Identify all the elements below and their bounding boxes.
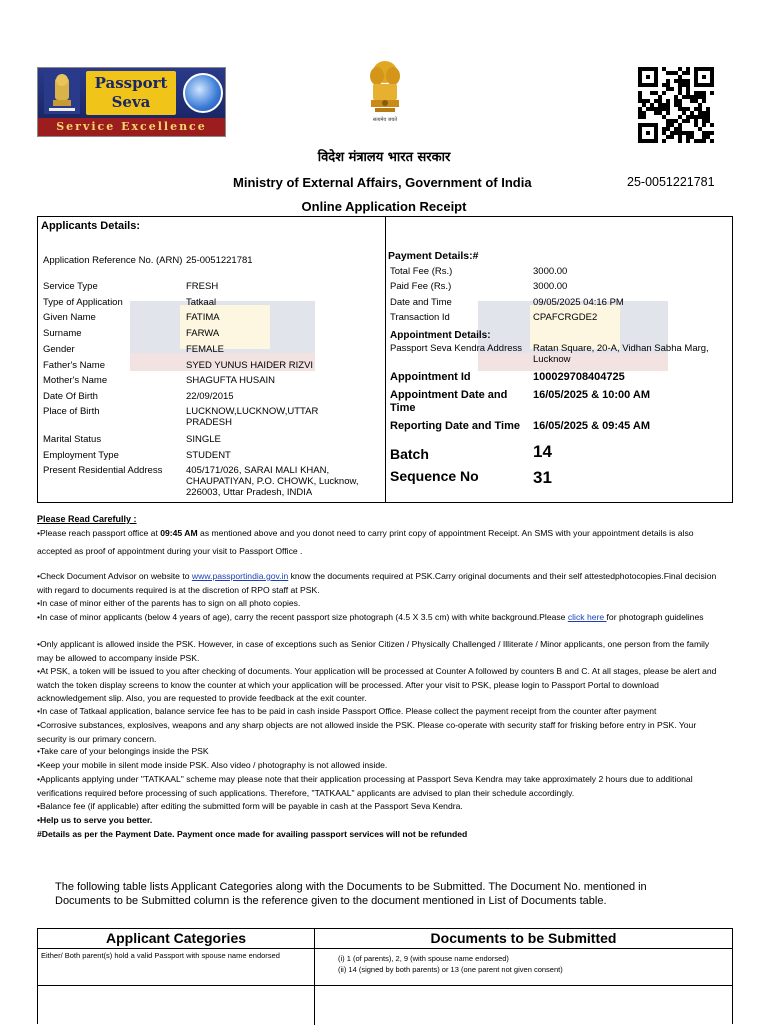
passport-seva-logo [37,67,226,137]
label-application-type: Type of Application [43,297,123,308]
value-employment-type: STUDENT [186,450,231,461]
instruction-5: •Only applicant is allowed inside the PSK. However, in case of exceptions such as Senior Citizen / Physically Challenged / Illiterate / Minor applicants, one person from the family may be allowed to accompany inside PSK. [37,639,710,663]
value-father-name: SYED YUNUS HAIDER RIZVI [186,360,314,371]
value-transaction-id: CPAFCRGDE2 [533,312,598,323]
emblem-motto: सत्यमेव जयते [372,117,398,123]
value-gender: FEMALE [186,344,225,355]
instruction-1-text-a: •Please reach passport office at [37,528,161,538]
passportindia-link[interactable]: www.passportindia.gov.in [191,571,289,581]
instruction-2-text-b: know the documents required at PSK.Carry original documents and their self attestedphotocopies.Final decision with regard to documents required is at the discretion of RPO staff at PSK. [37,571,717,595]
instruction-9: •Take care of your belongings inside the PSK [37,746,209,756]
label-paid-fee: Paid Fee (Rs.) [390,281,452,292]
table-row-document-a: (i) 1 (of parents), 2, 9 (with spouse name endorsed) [338,954,509,963]
value-given-name: FATIMA [186,312,220,323]
label-sequence-no: Sequence No [390,468,479,484]
label-transaction-id: Transaction Id [390,312,450,323]
value-service-type: FRESH [186,281,219,292]
logo-title [86,71,176,115]
ministry-title: Ministry of External Affairs, Government of India [233,175,532,190]
globe-icon [183,73,223,113]
instruction-2 [37,570,727,597]
appointment-heading: Appointment Details: [390,330,491,341]
instruction-11: •Applicants applying under "TATKAAL" scheme may please note that their application processing at Passport Seva Kendra may take approximately 2 hours due to additional verifications required before processing of such applications. Therefore, "TATKAAL" applicants are advised to plan their schedule accordingly. [37,774,693,798]
header-documents-submitted: Documents to be Submitted [430,930,617,946]
instruction-4-text-a: •In case of minor applicants (below 4 years of age), carry the recent passport size photograph (4.5 X 3.5 cm) with white background.Please [37,612,568,622]
label-service-type: Service Type [43,281,98,292]
instructions-heading: Please Read Carefully : [37,514,137,524]
label-appointment-id: Appointment Id [390,371,471,383]
instruction-13: •Help us to serve you better. [37,815,153,825]
label-employment-type: Employment Type [43,450,119,461]
label-surname: Surname [43,328,82,339]
details-divider [385,217,386,502]
label-arn: Application Reference No. (ARN) [43,255,183,266]
value-batch: 14 [533,442,552,461]
instruction-10: •Keep your mobile in silent mode inside PSK. Also video / photography is not allowed inside. [37,760,388,770]
details-box [37,216,733,503]
value-paid-fee: 3000.00 [533,281,568,292]
value-reporting-date: 16/05/2025 & 09:45 AM [533,420,650,432]
header-applicant-categories: Applicant Categories [105,930,247,946]
logo-title-line2: Seva [111,93,151,111]
label-gender: Gender [43,344,75,355]
payment-note: #Details as per the Payment Date. Payment once made for availing passport services will not be refunded [37,829,468,839]
label-marital-status: Marital Status [43,434,102,445]
receipt-title: Online Application Receipt [301,199,467,214]
value-total-fee: 3000.00 [533,266,568,277]
value-address: 405/171/026, SARAI MALI KHAN, CHAUPATIYAN, P.O. CHOWK, Lucknow, 226003, Uttar Pradesh, INDIA [186,465,359,498]
table-row-category: Either/ Both parent(s) hold a valid Passport with spouse name endorsed [41,951,280,960]
value-sequence-no: 31 [533,468,552,487]
value-mother-name: SHAGUFTA HUSAIN [186,375,276,386]
instruction-8: •Corrosive substances, explosives, weapons and any sharp objects are not allowed inside the PSK. Please co-operate with security staff for frisking before entry in PSK. Your security is our primary concern. [37,720,697,744]
hindi-title: विदेश मंत्रालय भारत सरकार [317,150,451,165]
payment-heading: Payment Details:# [388,250,479,262]
applicants-heading: Applicants Details: [41,220,141,232]
value-place-of-birth: LUCKNOW,LUCKNOW,UTTAR PRADESH [186,406,319,428]
label-total-fee: Total Fee (Rs.) [390,266,453,277]
value-application-type: Tatkaal [186,297,217,308]
value-surname: FARWA [186,328,220,339]
instruction-1-text-b: as mentioned above and you donot need to carry print copy of appointment Receipt. An SMS with your appointment details is also [197,528,694,538]
instruction-4 [37,611,727,625]
instruction-1-time: 09:45 AM [160,528,198,538]
instruction-3: •In case of minor either of the parents has to sign on all photo copies. [37,598,301,608]
national-emblem-icon [363,58,407,126]
instruction-7: •In case of Tatkaal application, balance service fee has to be paid in cash inside Passport Office. Please collect the payment receipt from the counter after payment [37,706,657,716]
logo-emblem-icon [44,72,80,114]
logo-title-line1: Passport [94,74,168,92]
label-reporting-date: Reporting Date and Time [390,420,520,432]
label-psk-address: Passport Seva Kendra Address [390,343,523,354]
value-dob: 22/09/2015 [186,391,234,402]
qr-code [638,66,714,144]
label-address: Present Residential Address [43,465,163,476]
value-psk-address: Ratan Square, 20-A, Vidhan Sabha Marg, Lucknow [533,343,709,365]
table-row-divider [38,985,732,986]
label-dob: Date Of Birth [43,391,98,402]
label-batch: Batch [390,446,429,462]
label-given-name: Given Name [43,312,96,323]
label-appointment-date: Appointment Date and Time [390,389,508,414]
logo-tagline: Service Excellence [38,118,225,136]
instruction-12: •Balance fee (if applicable) after editing the submitted form will be payable in cash at the Passport Seva Kendra. [37,801,463,811]
instruction-4-text-b: for photograph guidelines [606,612,704,622]
value-appointment-id: 100029708404725 [533,371,625,383]
value-appointment-date: 16/05/2025 & 10:00 AM [533,389,650,401]
value-payment-date: 09/05/2025 04:16 PM [533,297,624,308]
click-here-link[interactable]: click here [567,612,607,622]
instruction-2-text-a: •Check Document Advisor on website to [37,571,192,581]
categories-table [37,928,733,1024]
value-marital-status: SINGLE [186,434,221,445]
value-arn: 25-0051221781 [186,255,253,266]
arn-header: 25-0051221781 [627,175,715,189]
label-mother-name: Mother's Name [43,375,108,386]
label-place-of-birth: Place of Birth [43,406,100,417]
label-father-name: Father's Name [43,360,106,371]
label-payment-date: Date and Time [390,297,452,308]
table-intro: The following table lists Applicant Categories along with the Documents to be Submitted. The Document No. mentioned in Documents to be Submitted column is the reference given to the document mentioned in List of Documents table. [55,881,647,907]
table-row-document-b: (ii) 14 (signed by both parents) or 13 (one parent not given consent) [338,965,563,974]
instruction-1 [37,527,727,541]
table-header-divider [38,948,732,949]
instruction-6: •At PSK, a token will be issued to you after checking of documents. Your application will be processed at Counter A followed by counters B and C. At all stages, please be alert and watch the token display screens to know the counter at which your application will be processed. After your visit to PSK, please login to Passport Portal to download acknowledgement slip. Also, you are requested to provide feedback at the exit counter. [37,666,717,703]
instruction-1-cont: accepted as proof of appointment during your visit to Passport Office . [37,546,303,556]
